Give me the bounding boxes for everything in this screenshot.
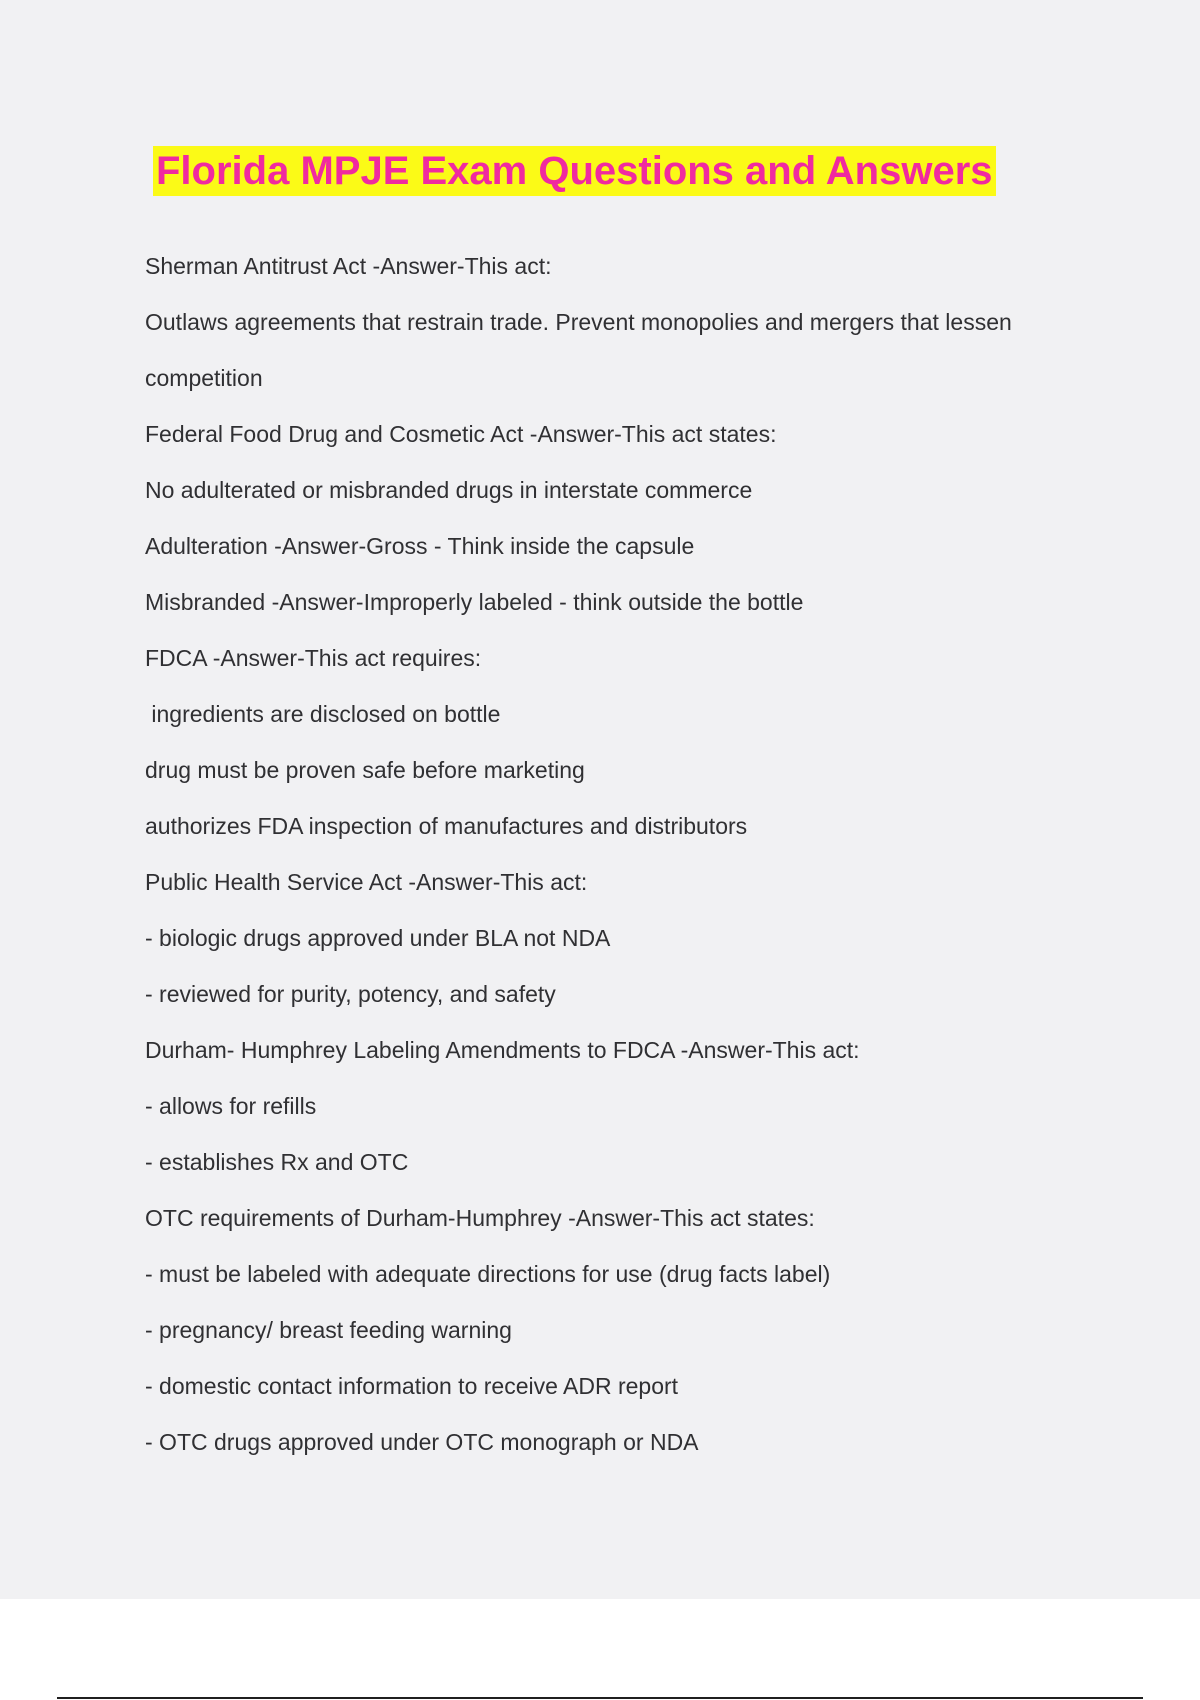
text-line: Sherman Antitrust Act -Answer-This act: <box>145 253 552 279</box>
text-line: - biologic drugs approved under BLA not NDA <box>145 925 611 951</box>
text-line: Federal Food Drug and Cosmetic Act -Answer-This act states: <box>145 421 777 447</box>
text-line: OTC requirements of Durham-Humphrey -Answer-This act states: <box>145 1205 815 1231</box>
text-line: competition <box>145 365 263 391</box>
text-line: - domestic contact information to receive ADR report <box>145 1373 679 1399</box>
text-line: - reviewed for purity, potency, and safety <box>145 981 556 1007</box>
text-line: - OTC drugs approved under OTC monograph or NDA <box>145 1429 699 1455</box>
footer-rule <box>57 1697 1143 1699</box>
text-line: Misbranded -Answer-Improperly labeled - think outside the bottle <box>145 589 804 615</box>
text-line: authorizes FDA inspection of manufactures and distributors <box>145 813 748 839</box>
title-highlight <box>153 146 996 196</box>
text-line: Outlaws agreements that restrain trade. Prevent monopolies and mergers that lessen <box>145 309 1012 335</box>
text-line: - establishes Rx and OTC <box>145 1149 409 1175</box>
text-line: - pregnancy/ breast feeding warning <box>145 1317 512 1343</box>
text-line: Adulteration -Answer-Gross - Think inside the capsule <box>145 533 695 559</box>
text-line: drug must be proven safe before marketing <box>145 757 585 783</box>
text-line: FDCA -Answer-This act requires: <box>145 645 482 671</box>
document-title: Florida MPJE Exam Questions and Answers <box>156 149 993 193</box>
text-line: - allows for refills <box>145 1093 317 1119</box>
text-line: Public Health Service Act -Answer-This act: <box>145 869 588 895</box>
qa-text-block <box>145 250 1075 1482</box>
text-line: ingredients are disclosed on bottle <box>145 701 501 727</box>
text-line: No adulterated or misbranded drugs in interstate commerce <box>145 477 753 503</box>
text-line: - must be labeled with adequate directions for use (drug facts label) <box>145 1261 831 1287</box>
text-line: Durham- Humphrey Labeling Amendments to FDCA -Answer-This act: <box>145 1037 860 1063</box>
